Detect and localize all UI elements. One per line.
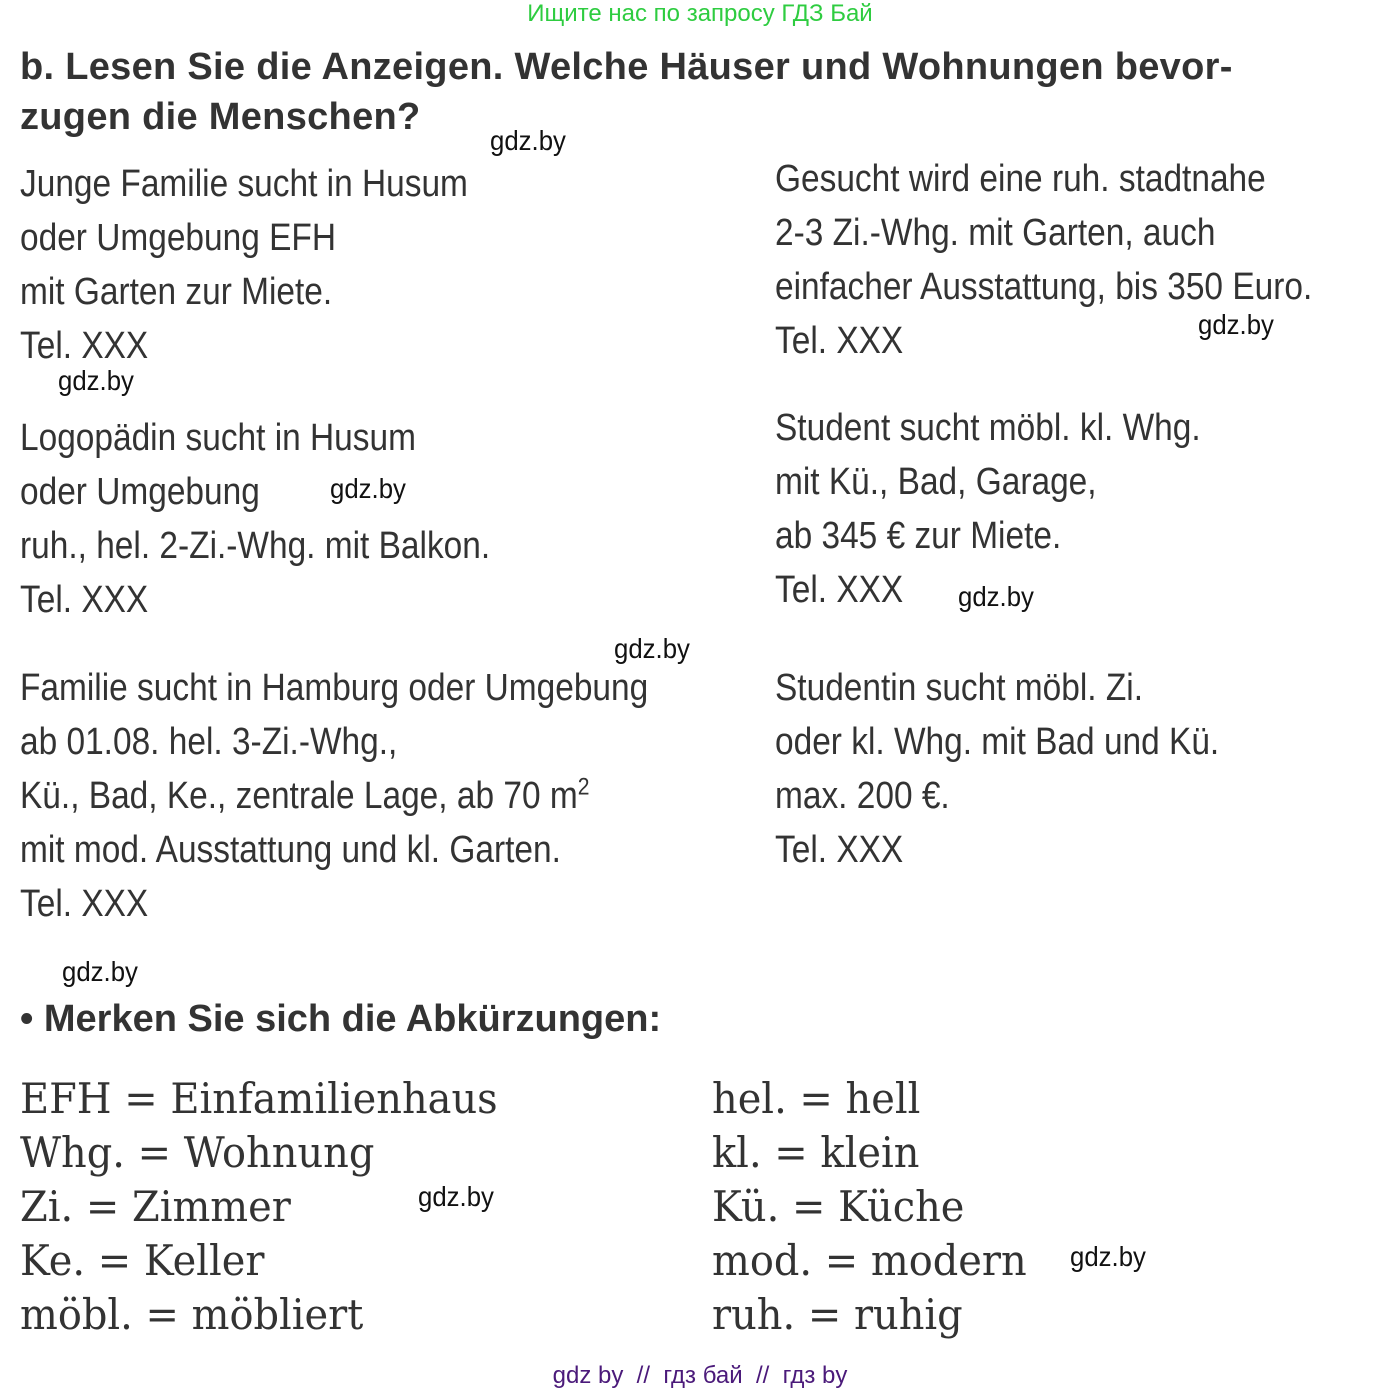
ad-line: Tel. XXX [20, 883, 149, 925]
abbreviation: Ke. = Keller [20, 1236, 265, 1285]
ad-line: Tel. XXX [775, 829, 904, 871]
abbreviations-right [712, 1072, 1043, 1342]
ad-line: max. 200 €. [775, 775, 950, 817]
footer-links[interactable] [0, 1362, 1400, 1390]
ad-line: Familie sucht in Hamburg oder Umgebung [20, 667, 649, 709]
watermark: gdz.by [958, 581, 1034, 612]
watermark: gdz.by [418, 1181, 494, 1212]
abbreviation: Whg. = Wohnung [20, 1128, 375, 1177]
abbreviation: kl. = klein [712, 1128, 920, 1177]
abbreviation: Zi. = Zimmer [20, 1182, 291, 1231]
ad-line: Logopädin sucht in Husum [20, 417, 416, 459]
search-banner[interactable]: Ищите нас по запросу ГДЗ Бай [527, 0, 873, 27]
ad-logopaedin [20, 411, 554, 627]
watermark: gdz.by [490, 125, 566, 156]
ad-line: ruh., hel. 2-Zi.-Whg. mit Balkon. [20, 525, 491, 567]
abbreviation: mod. = modern [712, 1236, 1027, 1285]
abbreviation: möbl. = möbliert [20, 1290, 364, 1339]
ad-line: mit Garten zur Miete. [20, 271, 333, 313]
ad-line: mit Kü., Bad, Garage, [775, 461, 1097, 503]
ad-line: Tel. XXX [20, 325, 149, 367]
ad-line: ab 345 € zur Miete. [775, 515, 1062, 557]
ad-gesucht [775, 152, 1386, 368]
watermark: gdz.by [62, 956, 138, 987]
abbreviation: hel. = hell [712, 1074, 921, 1123]
ad-line-text: Kü., Bad, Ke., zentrale Lage, ab 70 m [20, 775, 578, 817]
ad-line: Gesucht wird eine ruh. stadtnahe [775, 158, 1266, 200]
watermark: gdz.by [1070, 1241, 1146, 1272]
abbreviation: ruh. = ruhig [712, 1290, 963, 1339]
ad-line: Studentin sucht möbl. Zi. [775, 667, 1144, 709]
ad-line: Tel. XXX [775, 569, 904, 611]
superscript: 2 [577, 773, 590, 801]
ad-line: oder Umgebung [20, 471, 260, 513]
ad-familie-hamburg [20, 661, 734, 931]
ad-line: mit mod. Ausstattung und kl. Garten. [20, 829, 561, 871]
ad-line: ab 01.08. hel. 3-Zi.-Whg., [20, 721, 398, 763]
heading-line: zugen die Menschen? [20, 96, 421, 138]
ad-line: Tel. XXX [775, 320, 904, 362]
heading-line: b. Lesen Sie die Anzeigen. Welche Häuser und Wohnungen bevor- [20, 46, 1233, 88]
ad-line: oder kl. Whg. mit Bad und Kü. [775, 721, 1220, 763]
watermark: gdz.by [614, 633, 690, 664]
ad-line: einfacher Ausstattung, bis 350 Euro. [775, 266, 1313, 308]
abbreviation: EFH = Einfamilienhaus [20, 1074, 498, 1123]
abbreviation: Kü. = Küche [712, 1182, 965, 1231]
footer-text[interactable]: gdz by // гдз бай // гдз by [552, 1362, 848, 1389]
abbreviations-heading: • Merken Sie sich die Abkürzungen: [20, 998, 662, 1040]
ad-line: Tel. XXX [20, 579, 149, 621]
watermark: gdz.by [1198, 309, 1274, 340]
watermark: gdz.by [330, 473, 406, 504]
abbreviations-left [20, 1072, 523, 1342]
exercise-heading [20, 42, 1380, 142]
ad-line [20, 769, 648, 823]
ad-line: Student sucht möbl. kl. Whg. [775, 407, 1201, 449]
ad-line: oder Umgebung EFH [20, 217, 336, 259]
ad-line: Junge Familie sucht in Husum [20, 163, 468, 205]
ad-line: 2-3 Zi.-Whg. mit Garten, auch [775, 212, 1216, 254]
watermark: gdz.by [58, 365, 134, 396]
ad-junge-familie [20, 157, 529, 373]
ad-studentin [775, 661, 1280, 877]
